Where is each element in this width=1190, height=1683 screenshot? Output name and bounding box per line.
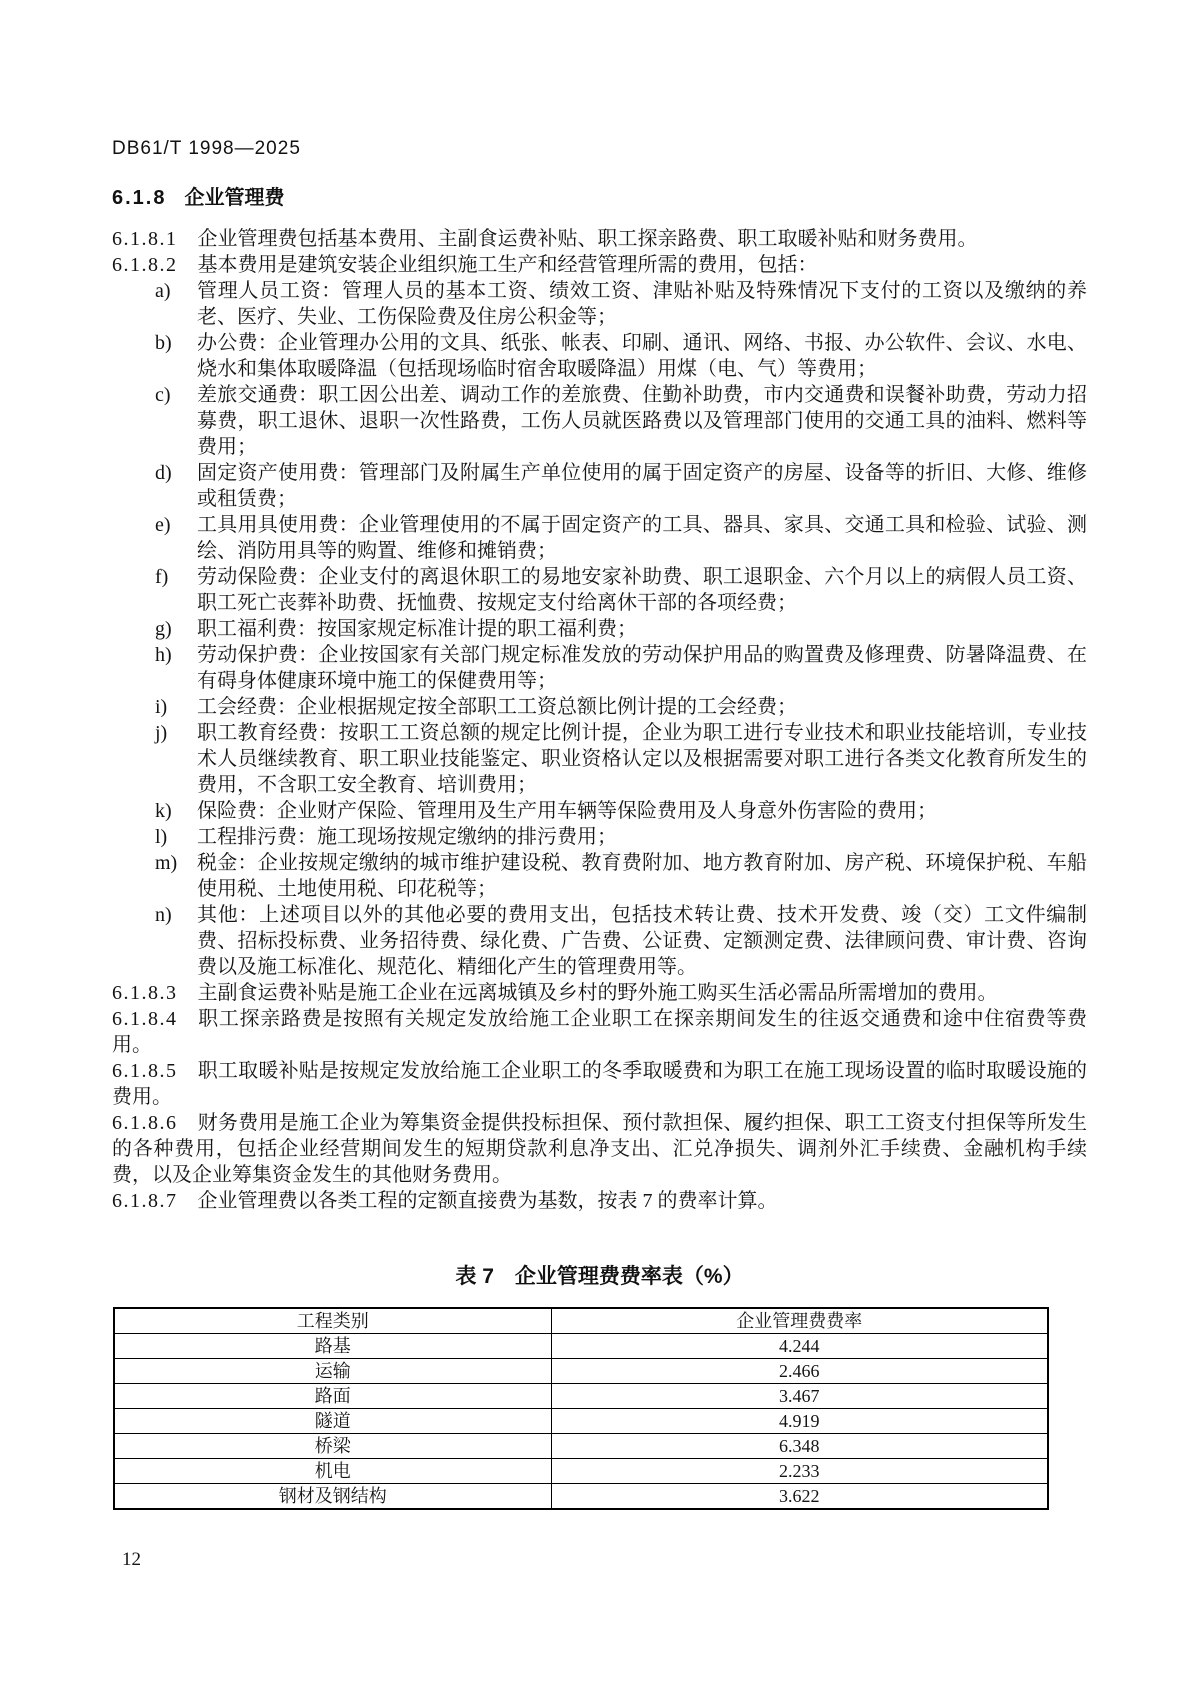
column-header-category: 工程类别 [114, 1308, 551, 1334]
paragraph-number: 6.1.8.3 [112, 982, 178, 1004]
paragraph-text: 职工取暖补贴是按规定发放给施工企业职工的冬季取暖费和为职工在施工现场设置的临时取暖设施的费用。 [112, 1060, 1087, 1108]
list-item-text: 劳动保护费：企业按国家有关部门规定标准发放的劳动保护用品的购置费及修理费、防暑降温费、在有碍身体健康环境中施工的保健费用等； [197, 644, 1087, 692]
paragraph-text: 基本费用是建筑安装企业组织施工生产和经营管理所需的费用，包括： [197, 254, 818, 276]
list-item-l [112, 824, 1087, 850]
list-item-text: 工会经费：企业根据规定按全部职工工资总额比例计提的工会经费； [197, 696, 797, 718]
paragraph-6-1-8-3 [112, 980, 1087, 1006]
table-row [114, 1459, 1048, 1484]
cell-category: 机电 [114, 1459, 551, 1484]
list-item-label: a) [155, 280, 171, 302]
list-item-n [112, 902, 1087, 980]
list-item-text: 工具用具使用费：企业管理使用的不属于固定资产的工具、器具、家具、交通工具和检验、试验、测绘、消防用具等的购置、维修和摊销费； [197, 514, 1087, 562]
paragraph-6-1-8-7 [112, 1188, 1087, 1214]
list-item-text: 管理人员工资：管理人员的基本工资、绩效工资、津贴补贴及特殊情况下支付的工资以及缴纳的养老、医疗、失业、工伤保险费及住房公积金等； [197, 280, 1087, 328]
paragraph-6-1-8-6 [112, 1110, 1087, 1188]
list-item-m [112, 850, 1087, 902]
table-header-row [114, 1308, 1048, 1334]
table-row [114, 1384, 1048, 1409]
list-item-text: 工程排污费：施工现场按规定缴纳的排污费用； [197, 826, 617, 848]
list-item-label: k) [155, 800, 172, 822]
list-item-e [112, 512, 1087, 564]
list-item-text: 其他：上述项目以外的其他必要的费用支出，包括技术转让费、技术开发费、竣（交）工文件编制费、招标投标费、业务招待费、绿化费、广告费、公证费、定额测定费、法律顾问费、审计费、咨询费以及施工标准化、规范化、精细化产生的管理费用等。 [197, 904, 1087, 978]
paragraph-number: 6.1.8.2 [112, 254, 178, 276]
cell-rate: 4.919 [551, 1409, 1048, 1434]
cell-category: 钢材及钢结构 [114, 1484, 551, 1510]
list-item-label: m) [155, 852, 178, 874]
table-row [114, 1434, 1048, 1459]
table-title: 表 7 企业管理费费率表（%） [455, 1265, 744, 1288]
fee-rate-table [113, 1307, 1049, 1510]
paragraph-number: 6.1.8.6 [112, 1112, 178, 1134]
list-item-text: 差旅交通费：职工因公出差、调动工作的差旅费、住勤补助费，市内交通费和误餐补助费，劳动力招募费，职工退休、退职一次性路费，工伤人员就医路费以及管理部门使用的交通工具的油料、燃料等费用； [197, 384, 1087, 458]
list-item-label: c) [155, 384, 171, 406]
list-item-g [112, 616, 1087, 642]
list-item-label: g) [155, 618, 172, 640]
cell-rate: 3.467 [551, 1384, 1048, 1409]
paragraph-6-1-8-5 [112, 1058, 1087, 1110]
standard-code-header: DB61/T 1998—2025 [112, 138, 301, 159]
paragraph-text: 主副食运费补贴是施工企业在远离城镇及乡村的野外施工购买生活必需品所需增加的费用。 [197, 982, 998, 1004]
cell-rate: 4.244 [551, 1334, 1048, 1359]
column-header-rate: 企业管理费费率 [551, 1308, 1048, 1334]
cell-rate: 2.233 [551, 1459, 1048, 1484]
paragraph-number: 6.1.8.4 [112, 1008, 178, 1030]
list-item-b [112, 330, 1087, 382]
list-item-text: 劳动保险费：企业支付的离退休职工的易地安家补助费、职工退职金、六个月以上的病假人员工资、职工死亡丧葬补助费、抚恤费、按规定支付给离休干部的各项经费； [197, 566, 1087, 614]
table-row [114, 1409, 1048, 1434]
list-item-text: 职工福利费：按国家规定标准计提的职工福利费； [197, 618, 637, 640]
cell-rate: 2.466 [551, 1359, 1048, 1384]
paragraph-number: 6.1.8.7 [112, 1190, 178, 1212]
paragraph-number: 6.1.8.1 [112, 228, 178, 250]
list-item-h [112, 642, 1087, 694]
list-item-k [112, 798, 1087, 824]
page-number: 12 [122, 1549, 141, 1570]
cell-rate: 6.348 [551, 1434, 1048, 1459]
list-item-label: d) [155, 462, 172, 484]
list-item-label: h) [155, 644, 172, 666]
section-title: 企业管理费 [184, 187, 285, 209]
list-item-a [112, 278, 1087, 330]
cell-category: 运输 [114, 1359, 551, 1384]
list-item-d [112, 460, 1087, 512]
list-item-text: 固定资产使用费：管理部门及附属生产单位使用的属于固定资产的房屋、设备等的折旧、大修、维修或租赁费； [197, 462, 1087, 510]
paragraph-6-1-8-2 [112, 252, 1087, 278]
section-number: 6.1.8 [112, 187, 167, 209]
list-item-label: b) [155, 332, 172, 354]
paragraph-text: 财务费用是施工企业为筹集资金提供投标担保、预付款担保、履约担保、职工工资支付担保等所发生的各种费用，包括企业经营期间发生的短期贷款利息净支出、汇兑净损失、调剂外汇手续费、金融机构手续费，以及企业筹集资金发生的其他财务费用。 [112, 1112, 1087, 1186]
paragraph-6-1-8-4 [112, 1006, 1087, 1058]
list-item-label: f) [155, 566, 169, 588]
cell-category: 桥梁 [114, 1434, 551, 1459]
cell-category: 路面 [114, 1384, 551, 1409]
paragraph-number: 6.1.8.5 [112, 1060, 178, 1082]
list-item-label: j) [155, 722, 168, 744]
list-item-text: 税金：企业按规定缴纳的城市维护建设税、教育费附加、地方教育附加、房产税、环境保护税、车船使用税、土地使用税、印花税等； [197, 852, 1087, 900]
list-item-j [112, 720, 1087, 798]
list-item-i [112, 694, 1087, 720]
list-item-text: 保险费：企业财产保险、管理用及生产用车辆等保险费用及人身意外伤害险的费用； [197, 800, 937, 822]
list-item-c [112, 382, 1087, 460]
list-item-label: l) [155, 826, 168, 848]
list-item-f [112, 564, 1087, 616]
cell-category: 隧道 [114, 1409, 551, 1434]
cell-rate: 3.622 [551, 1484, 1048, 1510]
list-item-text: 职工教育经费：按职工工资总额的规定比例计提，企业为职工进行专业技术和职业技能培训，专业技术人员继续教育、职工职业技能鉴定、职业资格认定以及根据需要对职工进行各类文化教育所发生的费用，不含职工安全教育、培训费用； [197, 722, 1087, 796]
list-item-label: i) [155, 696, 168, 718]
paragraph-text: 企业管理费包括基本费用、主副食运费补贴、职工探亲路费、职工取暖补贴和财务费用。 [197, 228, 978, 250]
cell-category: 路基 [114, 1334, 551, 1359]
list-item-label: n) [155, 904, 172, 926]
table-row [114, 1359, 1048, 1384]
section-heading [112, 181, 1087, 210]
paragraph-6-1-8-1 [112, 226, 1087, 252]
paragraph-text: 企业管理费以各类工程的定额直接费为基数，按表 7 的费率计算。 [197, 1190, 778, 1212]
paragraph-text: 职工探亲路费是按照有关规定发放给施工企业职工在探亲期间发生的往返交通费和途中住宿费等费用。 [112, 1008, 1087, 1056]
table-row [114, 1334, 1048, 1359]
list-item-text: 办公费：企业管理办公用的文具、纸张、帐表、印刷、通讯、网络、书报、办公软件、会议、水电、烧水和集体取暖降温（包括现场临时宿舍取暖降温）用煤（电、气）等费用； [197, 332, 1087, 380]
list-item-label: e) [155, 514, 171, 536]
table-row [114, 1484, 1048, 1510]
